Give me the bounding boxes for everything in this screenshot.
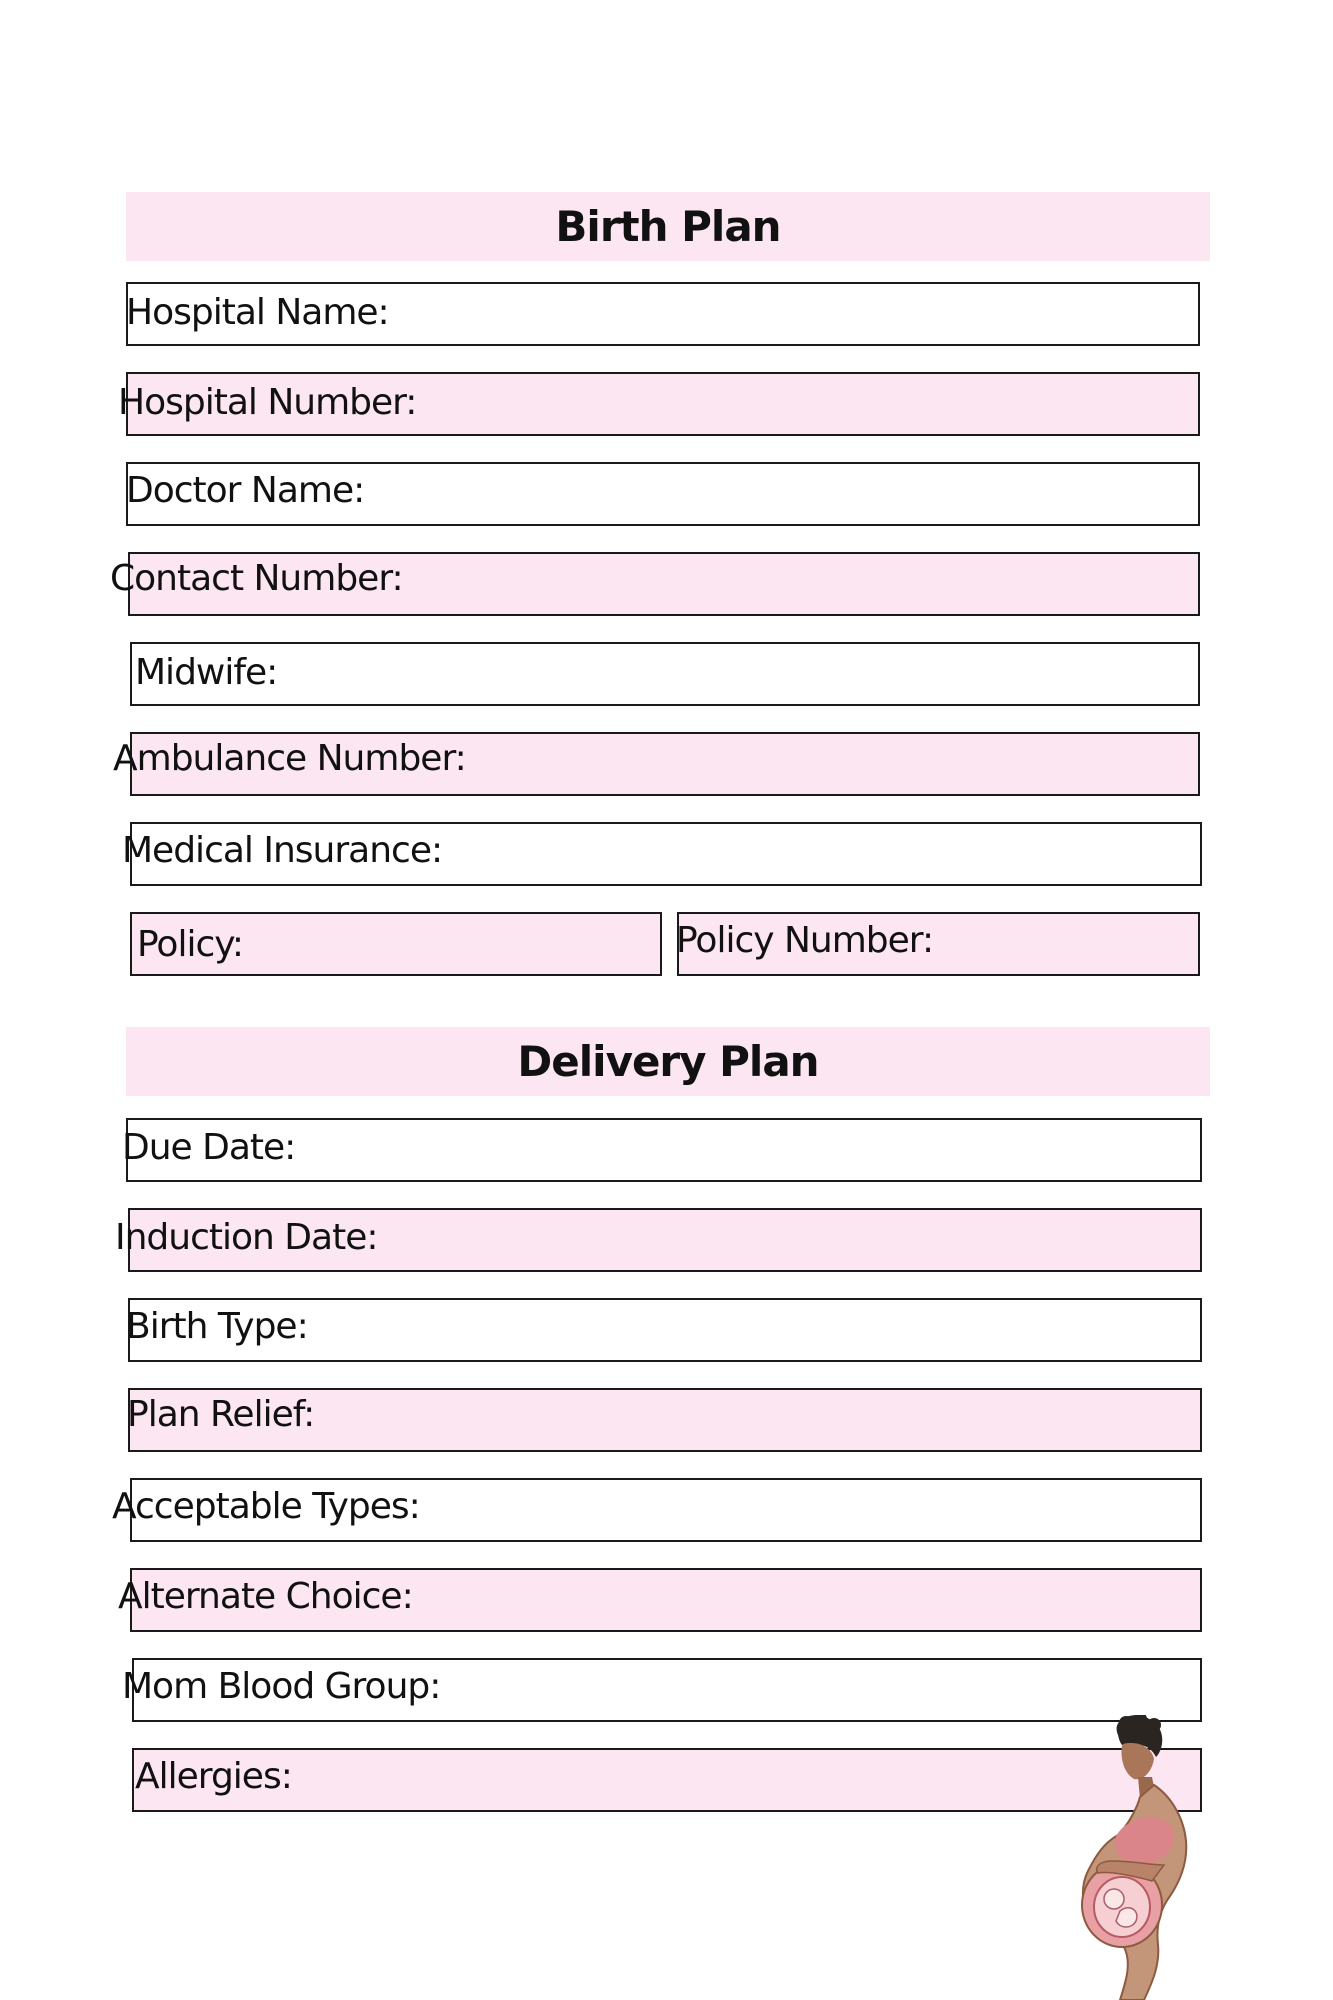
birth-plan-heading bbox=[126, 192, 1210, 261]
alternate-choice-label: Alternate Choice: bbox=[118, 1576, 413, 1617]
birth-type-label: Birth Type: bbox=[126, 1306, 308, 1347]
acceptable-types-label: Acceptable Types: bbox=[112, 1486, 420, 1527]
policy-label: Policy: bbox=[137, 924, 244, 965]
induction-date-label: Induction Date: bbox=[115, 1217, 378, 1258]
allergies-field[interactable] bbox=[132, 1748, 1202, 1812]
policy-number-label: Policy Number: bbox=[676, 920, 934, 961]
pregnant-woman-illustration bbox=[1060, 1715, 1220, 2000]
mom-blood-group-label: Mom Blood Group: bbox=[122, 1666, 441, 1707]
delivery-plan-title: Delivery Plan bbox=[517, 1037, 819, 1086]
hospital-number-label: Hospital Number: bbox=[118, 382, 417, 423]
plan-relief-label: Plan Relief: bbox=[127, 1394, 315, 1435]
ambulance-number-label: Ambulance Number: bbox=[113, 738, 466, 779]
midwife-field[interactable] bbox=[130, 642, 1200, 706]
allergies-label: Allergies: bbox=[135, 1756, 292, 1797]
contact-number-label: Contact Number: bbox=[110, 558, 403, 599]
birth-plan-title: Birth Plan bbox=[555, 202, 781, 251]
midwife-label: Midwife: bbox=[135, 652, 278, 693]
delivery-plan-heading bbox=[126, 1027, 1210, 1096]
doctor-name-label: Doctor Name: bbox=[126, 470, 365, 511]
hospital-name-label: Hospital Name: bbox=[126, 292, 389, 333]
due-date-label: Due Date: bbox=[122, 1127, 296, 1168]
medical-insurance-label: Medical Insurance: bbox=[122, 830, 443, 871]
